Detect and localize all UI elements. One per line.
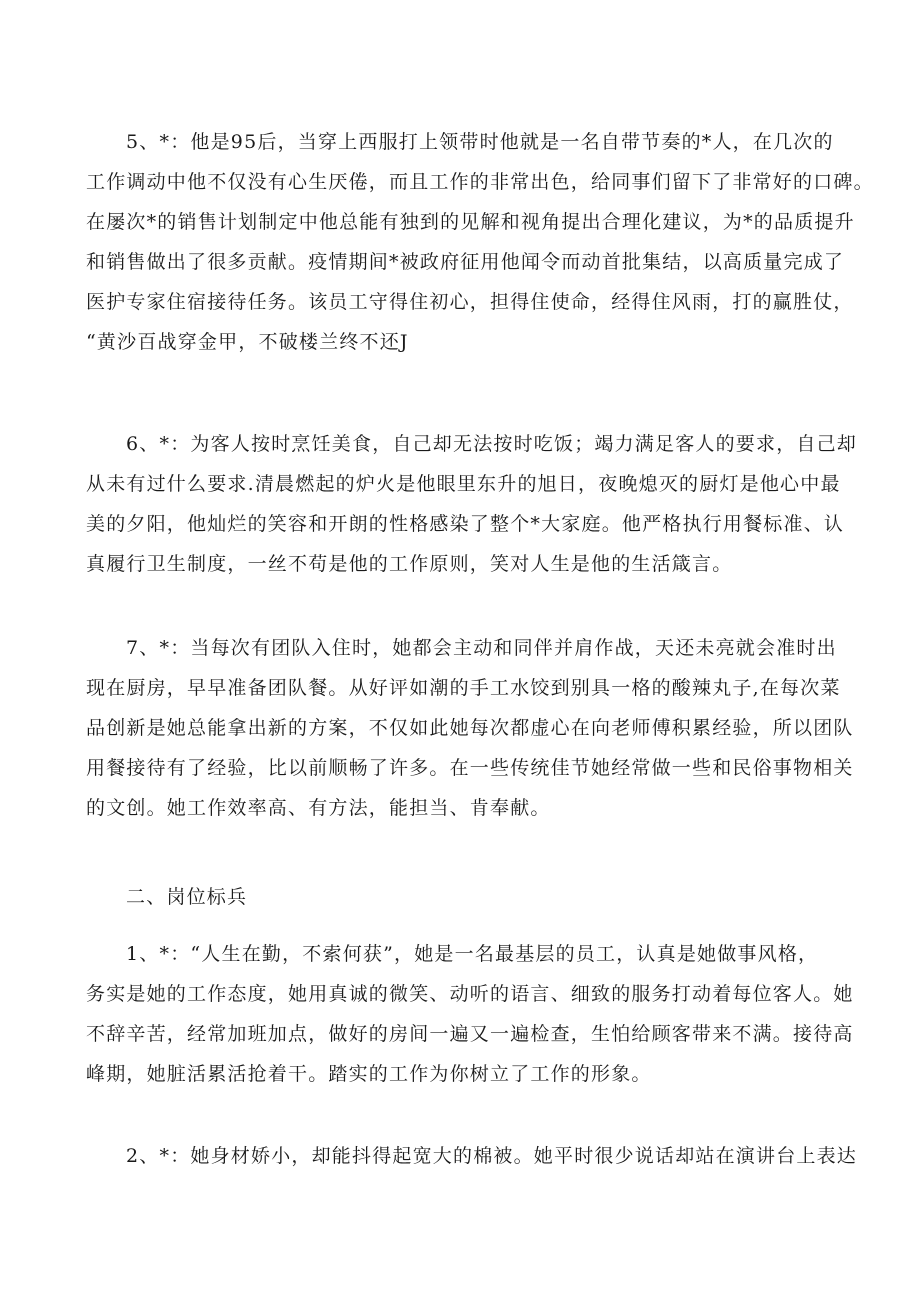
paragraph-item-2 [86, 1136, 857, 1176]
text-line: 务实是她的工作态度，她用真诚的微笑、动听的语言、细致的服务打动着每位客人。她 [86, 983, 854, 1005]
text-line: 用餐接待有了经验，比以前顺畅了许多。在一些传统佳节她经常做一些和民俗事物相关 [86, 757, 854, 779]
text-line: 的文创。她工作效率高、有方法，能担当、肯奉献。 [86, 797, 551, 819]
text-line: 从未有过什么要求.清晨燃起的炉火是他眼里东升的旭日，夜晚熄灭的厨灯是他心中最 [86, 473, 841, 495]
text-line: 真履行卫生制度，一丝不苟是他的工作原则，笑对人生是他的生活箴言。 [86, 553, 733, 575]
text-line: 6、*：为客人按时烹饪美食，自己却无法按时吃饭；竭力满足客人的要求，自己却 [126, 433, 857, 455]
text-line: “黄沙百战穿金甲，不破楼兰终不还J [86, 331, 409, 353]
text-line: 工作调动中他不仅没有心生厌倦，而且工作的非常出色，给同事们留下了非常好的口碑。 [86, 171, 874, 193]
text-line: 5、*：他是95后，当穿上西服打上领带时他就是一名自带节奏的*人，在几次的 [126, 131, 834, 153]
text-line: 2、*：她身材娇小，却能抖得起宽大的棉被。她平时很少说话却站在演讲台上表达 [126, 1145, 857, 1167]
paragraph-item-7 [86, 628, 854, 828]
paragraph-item-6 [86, 424, 857, 584]
text-line: 在屡次*的销售计划制定中他总能有独到的见解和视角提出合理化建议，为*的品质提升 [86, 211, 855, 233]
text-line: 峰期，她脏活累活抢着干。踏实的工作为你树立了工作的形象。 [86, 1063, 652, 1085]
section-heading: 二、岗位标兵 [126, 886, 248, 908]
text-line: 7、*：当每次有团队入住时，她都会主动和同伴并肩作战，天还未亮就会准时出 [126, 637, 837, 659]
paragraph-item-1 [86, 934, 854, 1094]
text-line: 美的夕阳，他灿烂的笑容和开朗的性格感染了整个*大家庭。他严格执行用餐标准、认 [86, 513, 845, 535]
text-line: 和销售做出了很多贡献。疫情期间*被政府征用他闻令而动首批集结，以高质量完成了 [86, 251, 845, 273]
text-line: 品创新是她总能拿出新的方案，不仅如此她每次都虚心在向老师傅积累经验，所以团队 [86, 717, 854, 739]
text-line: 现在厨房，早早准备团队餐。从好评如潮的手工水饺到别具一格的酸辣丸子,在每次菜 [86, 677, 841, 699]
text-line: 不辞辛苦，经常加班加点，做好的房间一遍又一遍检查，生怕给顾客带来不满。接待高 [86, 1023, 854, 1045]
paragraph-item-5 [86, 122, 874, 362]
text-line: 医护专家住宿接待任务。该员工守得住初心，担得住使命，经得住风雨，打的赢胜仗， [86, 291, 854, 313]
text-line: 1、*：“人生在勤，不索何获”，她是一名最基层的员工，认真是她做事风格， [126, 943, 819, 965]
